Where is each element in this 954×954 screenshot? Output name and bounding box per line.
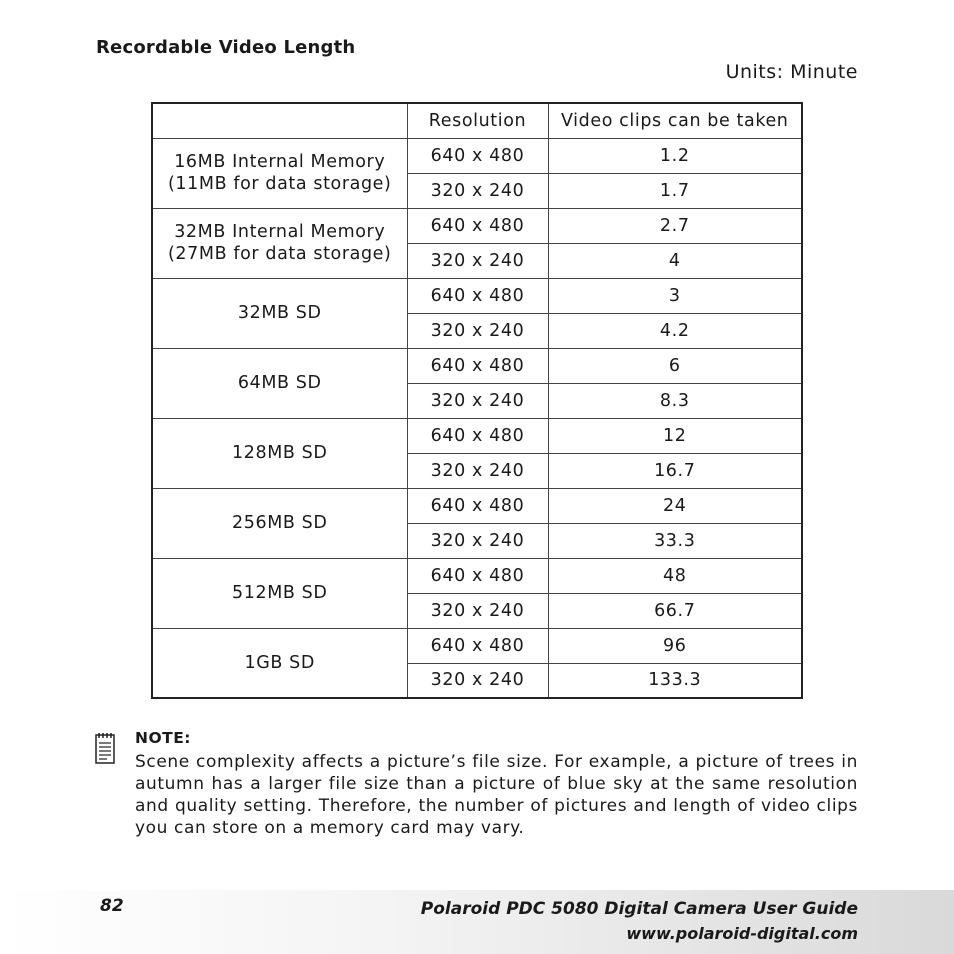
memory-sublabel: (27MB for data storage) <box>168 244 392 264</box>
clip-length-cell: 1.2 <box>548 138 802 173</box>
table-header-row <box>152 103 802 138</box>
resolution-cell: 640 x 480 <box>407 488 548 523</box>
clip-length-cell: 3 <box>548 278 802 313</box>
resolution-cell: 640 x 480 <box>407 628 548 663</box>
memory-cell: 1GB SD <box>152 628 407 698</box>
memory-cell: 512MB SD <box>152 558 407 628</box>
memory-label: 32MB Internal Memory <box>174 222 386 242</box>
memory-cell: 256MB SD <box>152 488 407 558</box>
clip-length-cell: 16.7 <box>548 453 802 488</box>
table-row <box>152 418 802 453</box>
resolution-cell: 640 x 480 <box>407 208 548 243</box>
clip-length-cell: 66.7 <box>548 593 802 628</box>
clip-length-cell: 33.3 <box>548 523 802 558</box>
clip-length-cell: 8.3 <box>548 383 802 418</box>
header-cell-clips: Video clips can be taken <box>548 103 802 138</box>
resolution-cell: 320 x 240 <box>407 243 548 278</box>
memory-cell <box>152 138 407 208</box>
table-row <box>152 348 802 383</box>
memory-cell: 64MB SD <box>152 348 407 418</box>
section-heading: Recordable Video Length <box>96 37 356 58</box>
table-row <box>152 628 802 663</box>
table-row <box>152 488 802 523</box>
memory-cell: 32MB SD <box>152 278 407 348</box>
resolution-cell: 640 x 480 <box>407 348 548 383</box>
table-row <box>152 278 802 313</box>
clip-length-cell: 6 <box>548 348 802 383</box>
clip-length-cell: 24 <box>548 488 802 523</box>
table-row <box>152 558 802 593</box>
resolution-cell: 640 x 480 <box>407 418 548 453</box>
resolution-cell: 320 x 240 <box>407 523 548 558</box>
table-row <box>152 138 802 173</box>
clip-length-cell: 133.3 <box>548 663 802 698</box>
video-length-table <box>151 102 803 699</box>
header-cell-memory <box>152 103 407 138</box>
memory-sublabel: (11MB for data storage) <box>168 174 392 194</box>
page-number: 82 <box>100 896 124 916</box>
resolution-cell: 640 x 480 <box>407 278 548 313</box>
memory-label: 16MB Internal Memory <box>174 152 386 172</box>
clip-length-cell: 1.7 <box>548 173 802 208</box>
clip-length-cell: 48 <box>548 558 802 593</box>
resolution-cell: 640 x 480 <box>407 138 548 173</box>
clip-length-cell: 12 <box>548 418 802 453</box>
resolution-cell: 640 x 480 <box>407 558 548 593</box>
resolution-cell: 320 x 240 <box>407 173 548 208</box>
resolution-cell: 320 x 240 <box>407 383 548 418</box>
units-label: Units: Minute <box>725 61 858 83</box>
note-text: Scene complexity affects a picture’s file size. For example, a picture of trees in autumn has a larger file size than a picture of blue sky at the same resolution and quality setting. Therefore, the number of pictures and length of video clips you can store on a memory card may vary. <box>135 752 858 838</box>
table-row <box>152 208 802 243</box>
memory-cell: 128MB SD <box>152 418 407 488</box>
clip-length-cell: 4.2 <box>548 313 802 348</box>
notepad-icon <box>95 732 115 764</box>
resolution-cell: 320 x 240 <box>407 453 548 488</box>
clip-length-cell: 4 <box>548 243 802 278</box>
resolution-cell: 320 x 240 <box>407 663 548 698</box>
note-label: NOTE: <box>135 729 192 747</box>
memory-cell <box>152 208 407 278</box>
clip-length-cell: 2.7 <box>548 208 802 243</box>
footer-url: www.polaroid-digital.com <box>626 924 858 943</box>
resolution-cell: 320 x 240 <box>407 593 548 628</box>
clip-length-cell: 96 <box>548 628 802 663</box>
resolution-cell: 320 x 240 <box>407 313 548 348</box>
footer-title: Polaroid PDC 5080 Digital Camera User Guide <box>420 899 858 919</box>
header-cell-resolution: Resolution <box>407 103 548 138</box>
